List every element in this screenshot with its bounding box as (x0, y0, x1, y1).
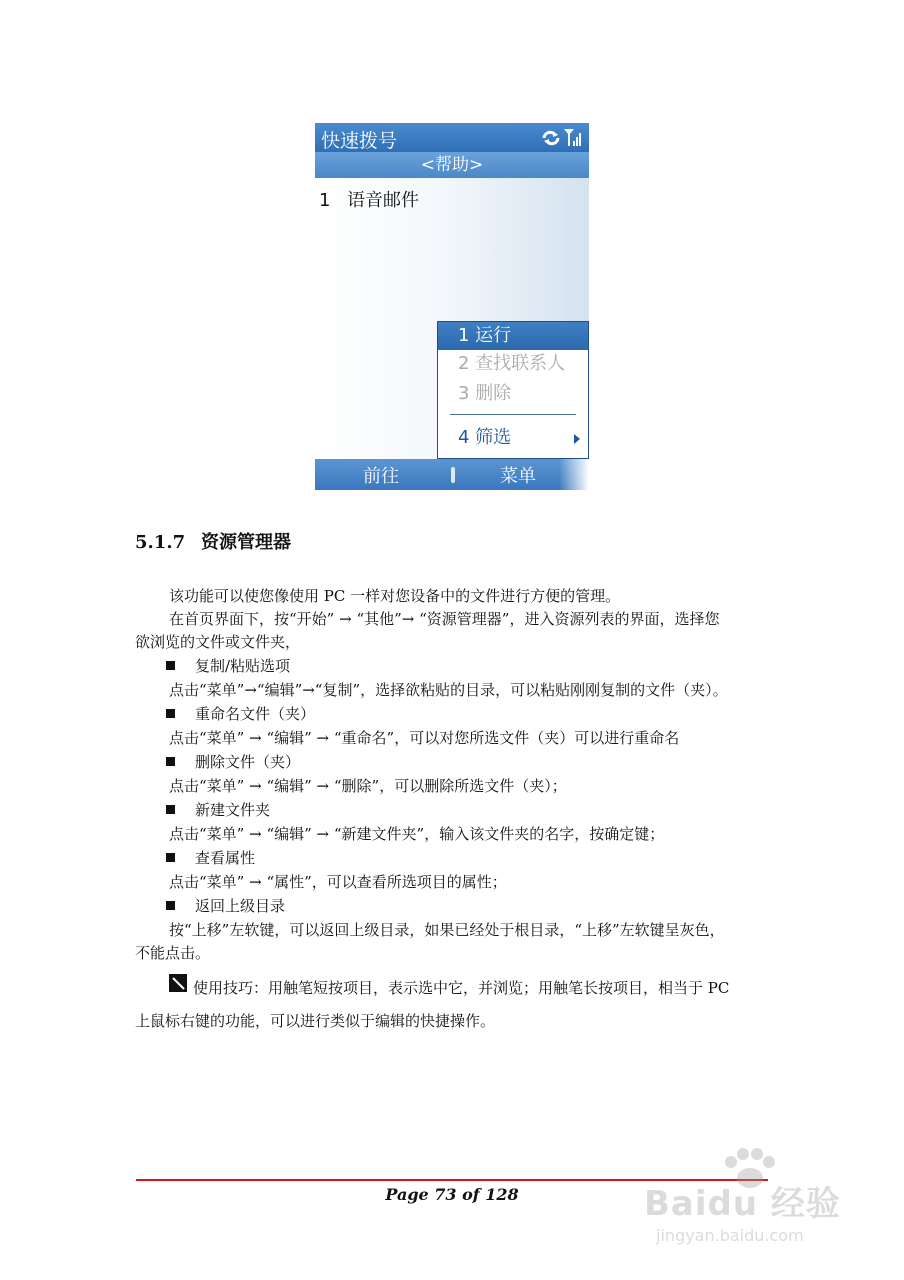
bullet-title: 重命名文件（夹） (195, 705, 316, 723)
speed-dial-number: 1 (319, 190, 331, 211)
tip-line-1: 使用技巧：用触笔短按项目，表示选中它，并浏览；用触笔长按项目，相当于 PC (193, 979, 730, 997)
watermark-url: jingyan.baidu.com (656, 1226, 804, 1245)
bullet-title: 删除文件（夹） (195, 753, 301, 771)
signal-icon (563, 127, 583, 147)
menu-item-delete[interactable]: 3 删除 (458, 383, 512, 404)
item-desc: 点击“菜单” → “编辑” → “删除”，可以删除所选文件（夹）； (169, 777, 567, 795)
bullet-title: 复制/粘贴选项 (195, 657, 291, 675)
menu-item-filter-label: 4 筛选 (458, 427, 512, 448)
softkey-divider (451, 467, 455, 483)
bullet-square-icon (166, 901, 175, 910)
bullet-title: 新建文件夹 (195, 801, 271, 819)
bullet-properties (166, 847, 255, 869)
help-link[interactable]: <帮助> (420, 155, 484, 175)
menu-item-run[interactable]: 1 运行 (438, 322, 588, 350)
baidu-watermark (644, 1148, 864, 1268)
softkey-bar (315, 459, 589, 490)
context-menu (437, 321, 589, 459)
section-heading (135, 528, 291, 554)
bullet-square-icon (166, 757, 175, 766)
item-desc-continued: 不能点击。 (135, 944, 211, 962)
bullet-title: 返回上级目录 (195, 897, 286, 915)
bullet-go-up (166, 895, 285, 917)
bullet-copy-paste (166, 655, 290, 677)
intro-paragraph-3: 欲浏览的文件或文件夹， (135, 633, 301, 651)
bullet-square-icon (166, 709, 175, 718)
section-title: 资源管理器 (201, 532, 291, 553)
speed-dial-list-item[interactable] (319, 186, 419, 212)
bullet-rename (166, 703, 315, 725)
help-bar[interactable] (315, 152, 589, 178)
phone-title-bar (315, 123, 589, 152)
softkey-go[interactable]: 前往 (363, 466, 399, 487)
bullet-square-icon (166, 661, 175, 670)
item-desc: 点击“菜单” → “编辑” → “新建文件夹”，输入该文件夹的名字，按确定键； (169, 825, 665, 843)
intro-paragraph-1: 该功能可以使您像使用 PC 一样对您设备中的文件进行方便的管理。 (169, 587, 621, 605)
status-icons (541, 127, 583, 147)
intro-paragraph-2: 在首页界面下，按“开始” → “其他”→ “资源管理器”，进入资源列表的界面，选择您 (169, 610, 720, 628)
speed-dial-label: 语音邮件 (347, 190, 419, 211)
menu-item-filter[interactable] (438, 424, 588, 452)
bullet-square-icon (166, 853, 175, 862)
item-desc: 点击“菜单” → “属性”，可以查看所选项目的属性； (169, 873, 507, 891)
item-desc: 按“上移”左软键，可以返回上级目录，如果已经处于根目录，“上移”左软键呈灰色， (169, 921, 725, 939)
page-number: Page 73 of 128 (385, 1185, 519, 1204)
pen-tip-icon (169, 974, 187, 992)
menu-item-find-contact[interactable]: 2 查找联系人 (458, 353, 566, 374)
bullet-title: 查看属性 (195, 849, 256, 867)
menu-divider (450, 414, 576, 415)
submenu-arrow-icon (574, 434, 580, 444)
bullet-delete (166, 751, 300, 773)
phone-screenshot (315, 123, 589, 490)
bullet-square-icon (166, 805, 175, 814)
item-desc: 点击“菜单”→“编辑”→“复制”，选择欲粘贴的目录，可以粘贴刚刚复制的文件（夹）。 (169, 681, 728, 699)
softkey-menu[interactable]: 菜单 (500, 466, 536, 487)
phone-title: 快速拨号 (321, 130, 398, 152)
watermark-brand: Baidu 经验 (644, 1184, 841, 1224)
section-number: 5.1.7 (135, 532, 186, 553)
sync-icon (541, 129, 561, 147)
item-desc: 点击“菜单” → “编辑” → “重命名”，可以对您所选文件（夹）可以进行重命名 (169, 729, 680, 747)
bullet-new-folder (166, 799, 270, 821)
tip-line-2: 上鼠标右键的功能，可以进行类似于编辑的快捷操作。 (135, 1012, 496, 1030)
